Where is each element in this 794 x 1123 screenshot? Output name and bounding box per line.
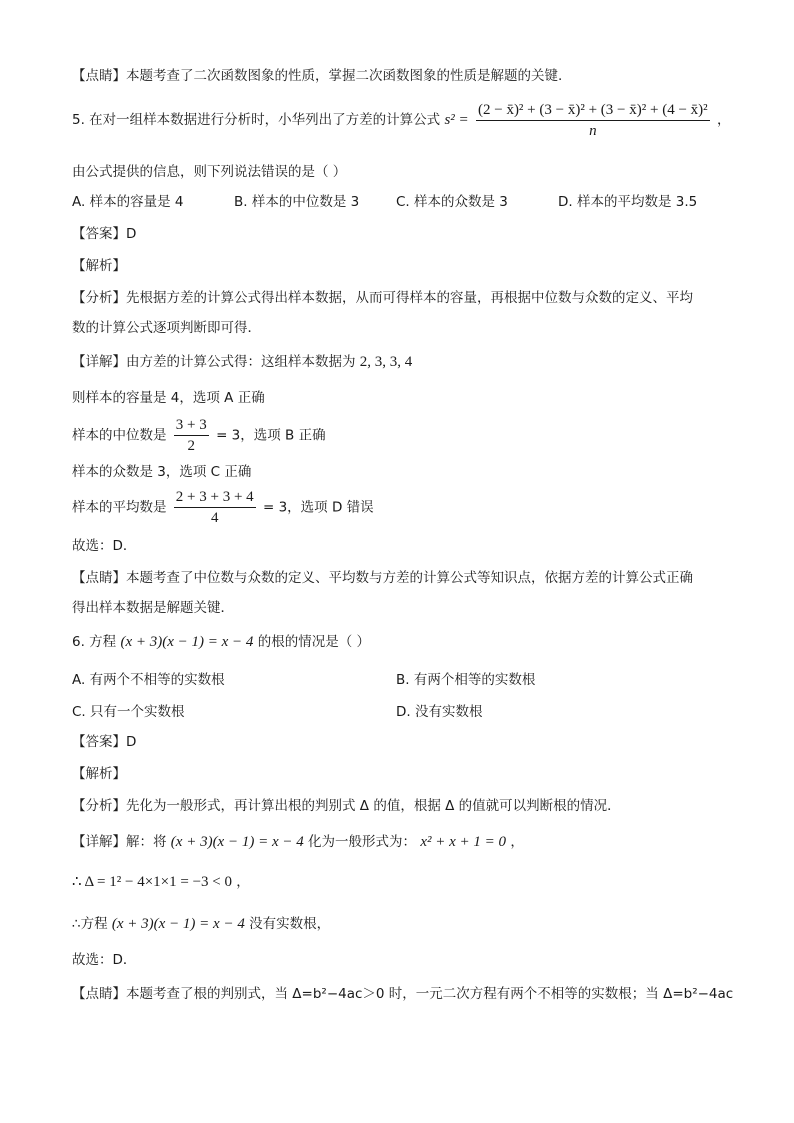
q6-stem (72, 632, 370, 652)
variance-fraction (476, 101, 710, 140)
q6-standard-form: x² + x + 1 = 0 (420, 834, 507, 850)
q5-remark-2: 得出样本数据是解题关键． (72, 600, 234, 616)
q6-option-c: C. 只有一个实数根 (72, 704, 185, 720)
q5-stem (72, 100, 730, 140)
q5-choose: 故选：D． (72, 538, 137, 554)
q6-detail (72, 832, 524, 852)
q5-analysis-title: 【解析】 (72, 258, 126, 274)
q5-mean-line (72, 488, 374, 527)
mean-denominator: 4 (210, 510, 219, 526)
median-prefix: 样本的中位数是 (72, 427, 167, 444)
q6-detail-prefix: 【详解】解：将 (72, 834, 167, 850)
q6-conclusion-prefix: ∴方程 (72, 916, 108, 932)
q6-delta-line (72, 872, 250, 892)
q6-option-a: A. 有两个不相等的实数根 (72, 672, 225, 688)
q6-detail-end: ， (510, 834, 524, 850)
q5-sample-data: 2, 3, 3, 4 (359, 354, 413, 370)
median-denominator: 2 (187, 438, 196, 454)
variance-denominator: n (589, 122, 597, 139)
q5-remark-1: 【点睛】本题考查了中位数与众数的定义、平均数与方差的计算公式等知识点，依据方差的计算公式正确 (72, 570, 693, 586)
q6-delta-end: ， (236, 874, 250, 890)
median-numerator: 3 + 3 (174, 416, 209, 436)
mean-numerator: 2 + 3 + 3 + 4 (174, 488, 256, 508)
q6-detail-middle: 化为一般形式为： (308, 834, 417, 850)
q6-analysis-title: 【解析】 (72, 766, 126, 782)
median-suffix: = 3，选项 B 正确 (216, 427, 326, 444)
q6-detail-equation: (x + 3)(x − 1) = x − 4 (170, 834, 304, 850)
q6-option-b: B. 有两个相等的实数根 (396, 672, 536, 688)
q5-mode-line: 样本的众数是 3，选项 C 正确 (72, 464, 252, 480)
q6-answer: 【答案】D (72, 734, 137, 750)
q6-conclusion-suffix: 没有实数根， (249, 916, 331, 932)
q6-equation: (x + 3)(x − 1) = x − 4 (120, 634, 254, 650)
q6-conclusion (72, 914, 330, 934)
q6-delta-calc: ∴ Δ = 1² − 4×1×1 = −3 < 0 (72, 874, 232, 890)
variance-numerator: (2 − x̄)² + (3 − x̄)² + (3 − x̄)² + (4 − x̄)² (476, 101, 710, 121)
q5-answer: 【答案】D (72, 226, 137, 242)
top-remark: 【点睛】本题考查了二次函数图象的性质，掌握二次函数图象的性质是解题的关键. (72, 68, 563, 84)
q5-option-b: B. 样本的中位数是 3 (234, 194, 360, 210)
q6-stem-prefix: 6. 方程 (72, 634, 117, 650)
q5-median-line (72, 416, 326, 455)
q5-option-a: A. 样本的容量是 4 (72, 194, 184, 210)
q5-fenxi-1: 【分析】先根据方差的计算公式得出样本数据，从而可得样本的容量，再根据中位数与众数的定义、平均 (72, 290, 693, 306)
q5-option-d: D. 样本的平均数是 3.5 (558, 194, 698, 210)
q6-choose: 故选：D． (72, 952, 137, 968)
q5-stem-text: 5. 在对一组样本数据进行分析时，小华列出了方差的计算公式 (72, 112, 441, 128)
q6-fenxi: 【分析】先化为一般形式，再计算出根的判别式 Δ 的值，根据 Δ 的值就可以判断根的情况． (72, 798, 621, 814)
q6-conclusion-equation: (x + 3)(x − 1) = x − 4 (111, 916, 245, 932)
q5-fenxi-2: 数的计算公式逐项判断即可得． (72, 320, 261, 336)
q6-remark: 【点睛】本题考查了根的判别式，当 Δ=b²−4ac＞0 时，一元二次方程有两个不相等的实数根；当 Δ=b²−4ac (72, 986, 734, 1002)
q6-stem-suffix: 的根的情况是（ ） (257, 634, 371, 650)
mean-suffix: = 3，选项 D 错误 (262, 499, 374, 516)
mean-fraction (174, 488, 256, 527)
q5-detail-2: 则样本的容量是 4，选项 A 正确 (72, 390, 265, 406)
mean-prefix: 样本的平均数是 (72, 499, 167, 516)
q5-option-c: C. 样本的众数是 3 (396, 194, 508, 210)
q5-detail-1 (72, 352, 412, 372)
q6-option-d: D. 没有实数根 (396, 704, 483, 720)
median-fraction (174, 416, 209, 455)
q5-stem-tail: ， (716, 112, 731, 128)
q5-detail-text: 【详解】由方差的计算公式得：这组样本数据为 (72, 354, 356, 370)
variance-lhs: s² = (444, 112, 469, 128)
q5-stem-2: 由公式提供的信息，则下列说法错误的是（ ） (72, 164, 347, 180)
